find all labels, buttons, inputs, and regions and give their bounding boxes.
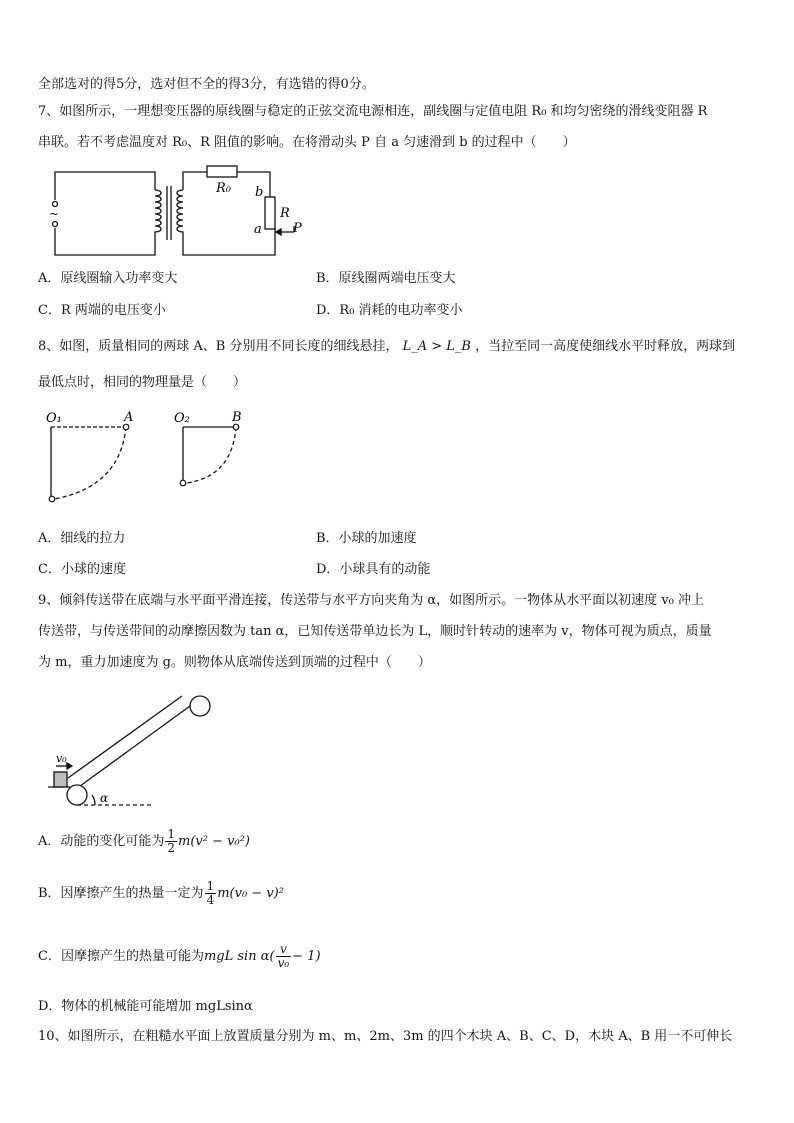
q8-length-condition: L_A > L_B xyxy=(402,339,471,354)
o2-label: O₂ xyxy=(174,411,190,426)
q9-option-a-formula: m(v² − v₀²) xyxy=(178,834,250,849)
q7-option-d[interactable]: D．R₀ 消耗的电功率变小 xyxy=(316,303,463,318)
q9-option-b-text: B．因摩擦产生的热量一定为 xyxy=(38,886,204,901)
frac-numerator: 1 xyxy=(167,827,176,841)
ac-source-symbol: ~ xyxy=(48,207,60,221)
q8-option-b[interactable]: B．小球的加速度 xyxy=(316,531,417,546)
q8-option-d[interactable]: D．小球具有的动能 xyxy=(316,562,431,577)
intro-text: 全部选对的得5分，选对但不全的得3分，有选错的得0分。 xyxy=(38,77,375,92)
b-label: b xyxy=(255,185,264,200)
q7-stem-line1: 7、如图所示，一理想变压器的原线圈与稳定的正弦交流电源相连，副线圈与定值电阻 R₀ 和均匀密绕的滑线变阻器 R xyxy=(38,104,708,119)
q9-option-d[interactable]: D．物体的机械能可能增加 mgLsinα xyxy=(38,999,253,1014)
q9-option-c-text: C．因摩擦产生的热量可能为 xyxy=(38,949,204,964)
q9-option-c-formula-end: − 1) xyxy=(292,949,321,964)
q7-option-c[interactable]: C．R 两端的电压变小 xyxy=(38,303,166,318)
q9-option-a-fraction xyxy=(165,828,177,855)
r-label: R xyxy=(280,206,290,221)
q7-transformer-circuit-figure xyxy=(40,160,310,265)
q10-stem-line1: 10、如图所示，在粗糙水平面上放置质量分别为 m、m、2m、3m 的四个木块 A、B、C、D，木块 A、B 用一不可伸长 xyxy=(38,1029,733,1044)
q8-stem-line1-a: 8、如图，质量相同的两球 A、B 分别用不同长度的细线悬挂， xyxy=(38,339,399,354)
q8-stem-line1 xyxy=(38,338,735,356)
q9-option-c-fraction xyxy=(276,943,292,970)
alpha-label: α xyxy=(100,791,109,805)
q8-pendulum-figure xyxy=(40,405,250,505)
q7-option-a[interactable]: A．原线圈输入功率变大 xyxy=(38,271,178,286)
q9-option-b-fraction xyxy=(205,880,217,907)
q9-option-b-formula: m(v₀ − v)² xyxy=(217,886,284,901)
q8-stem-line1-b: ，当拉至同一高度使细线水平时释放，两球到 xyxy=(475,339,736,354)
q8-option-a[interactable]: A．细线的拉力 xyxy=(38,531,126,546)
a-ball-label: A xyxy=(124,410,134,425)
q9-stem-line1: 9、倾斜传送带在底端与水平面平滑连接，传送带与水平方向夹角为 α，如图所示。一物体从水平面以初速度 v₀ 冲上 xyxy=(38,593,705,608)
frac-denominator: 4 xyxy=(206,893,215,907)
b-ball-label: B xyxy=(232,410,242,425)
frac-numerator: v xyxy=(276,943,292,957)
q9-option-c[interactable] xyxy=(38,943,321,970)
q9-option-a-text: A．动能的变化可能为 xyxy=(38,834,165,849)
q9-option-c-formula-mid: mgL sin α( xyxy=(203,949,275,964)
q7-option-b[interactable]: B．原线圈两端电压变大 xyxy=(316,271,456,286)
q9-stem-line2: 传送带，与传送带间的动摩擦因数为 tan α，已知传送带单边长为 L，顺时针转动的速率为 v，物体可视为质点，质量 xyxy=(38,624,712,639)
o1-label: O₁ xyxy=(46,411,62,426)
q9-option-b[interactable] xyxy=(38,880,284,907)
q8-stem-line2: 最低点时，相同的物理量是（ ） xyxy=(38,375,247,390)
frac-numerator: 1 xyxy=(206,879,215,893)
q7-stem-line2: 串联。若不考虑温度对 R₀、R 阻值的影响。在将滑动头 P 自 a 匀速滑到 b 的过程中（ ） xyxy=(38,135,576,150)
q9-stem-line3: 为 m，重力加速度为 g。则物体从底端传送到顶端的过程中（ ） xyxy=(38,655,431,670)
q9-option-a[interactable] xyxy=(38,828,250,855)
p-label: P xyxy=(293,221,302,236)
v0-label: v₀ xyxy=(56,752,67,765)
r0-label: R₀ xyxy=(216,181,231,196)
a-label: a xyxy=(254,222,262,237)
frac-denominator: 2 xyxy=(167,841,176,855)
frac-denominator: v₀ xyxy=(277,956,290,970)
q8-option-c[interactable]: C．小球的速度 xyxy=(38,562,126,577)
q9-conveyor-belt-figure xyxy=(40,690,220,810)
